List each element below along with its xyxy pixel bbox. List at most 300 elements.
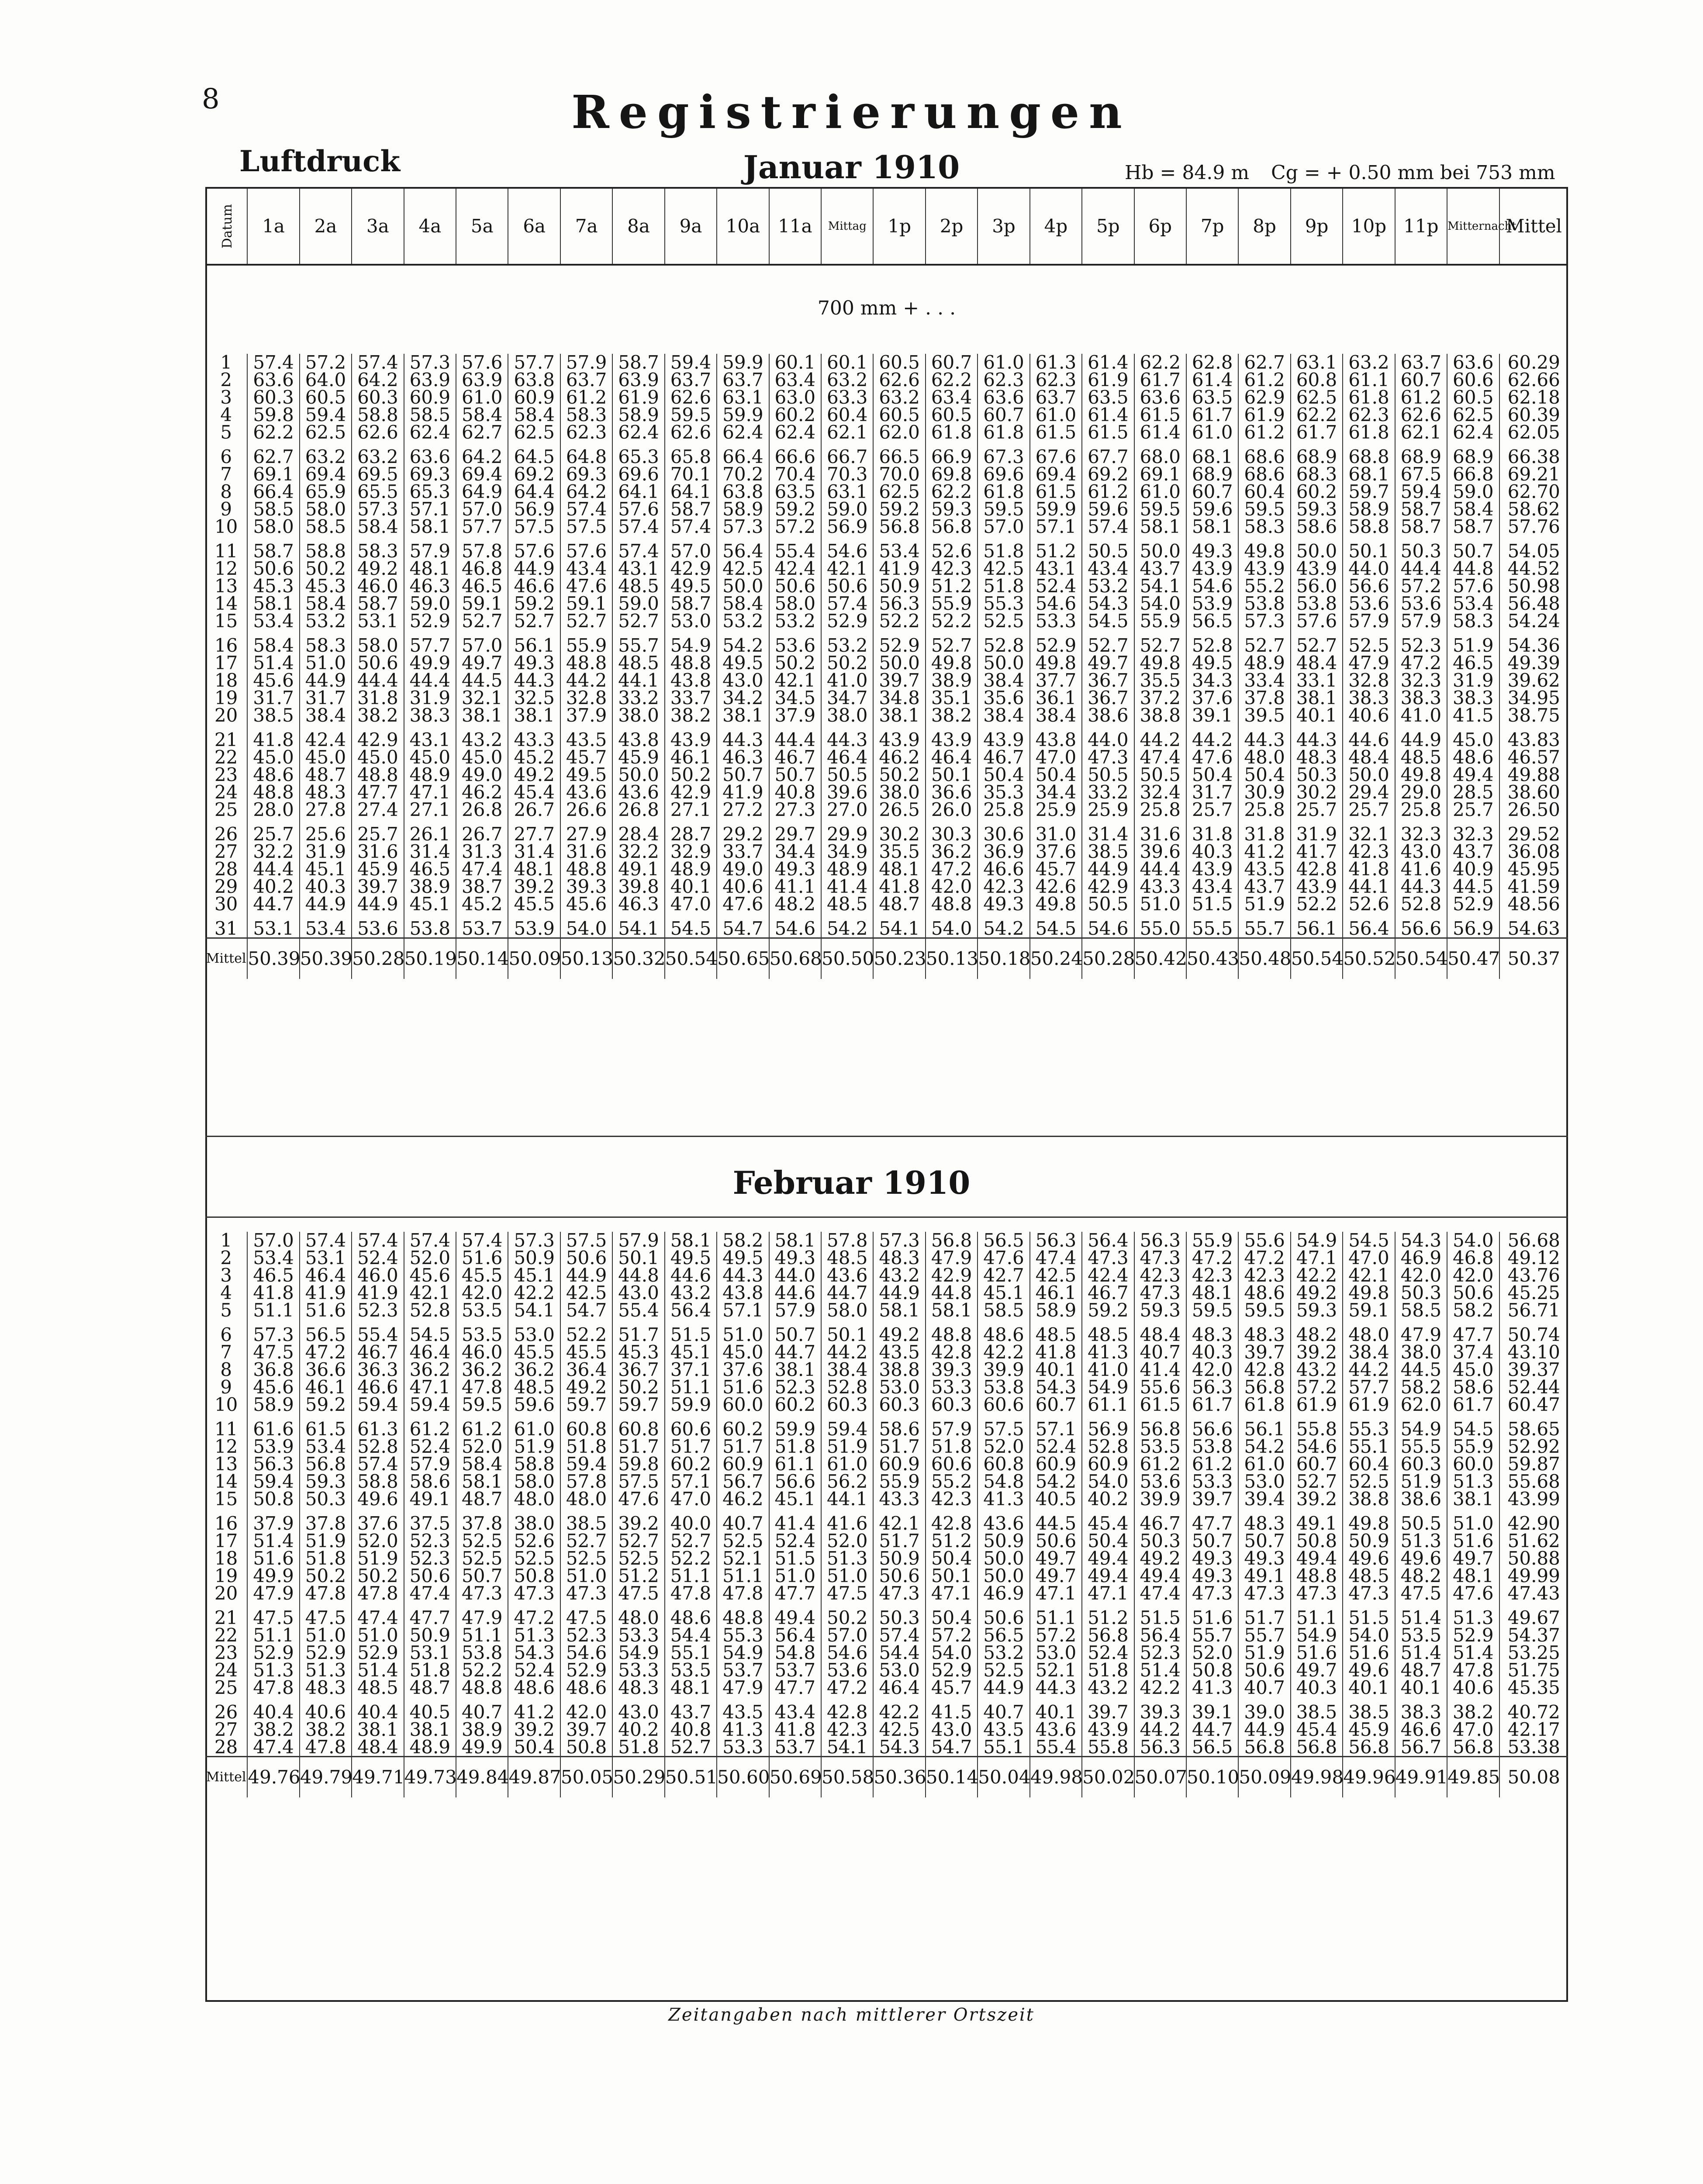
pressure-cell: 34.7 <box>821 689 873 707</box>
pressure-cell: 50.6 <box>1238 1662 1290 1679</box>
pressure-cell: 63.6 <box>404 448 456 466</box>
hourly-mean-cell: 50.51 <box>665 1757 717 1798</box>
pressure-cell: 57.2 <box>1030 1627 1082 1644</box>
pressure-cell: 47.4 <box>247 1738 299 1757</box>
pressure-cell: 58.1 <box>769 1232 821 1249</box>
pressure-cell: 50.0 <box>978 1567 1029 1585</box>
pressure-cell: 46.7 <box>978 749 1029 766</box>
pressure-cell: 55.9 <box>1186 1232 1238 1249</box>
pressure-cell: 47.7 <box>1186 1515 1238 1532</box>
pressure-cell: 57.9 <box>1395 612 1447 630</box>
pressure-cell: 57.6 <box>456 354 508 371</box>
pressure-cell: 39.1 <box>1186 1704 1238 1721</box>
pressure-cell: 57.1 <box>1030 1420 1082 1438</box>
pressure-cell: 50.6 <box>352 654 404 672</box>
hourly-mean-cell: 50.39 <box>300 938 352 979</box>
pressure-cell: 58.0 <box>821 1302 873 1319</box>
pressure-cell: 48.8 <box>665 654 717 672</box>
pressure-cell: 48.6 <box>978 1326 1029 1344</box>
pressure-cell: 47.3 <box>456 1585 508 1602</box>
pressure-cell: 61.0 <box>821 1455 873 1473</box>
pressure-cell: 51.8 <box>300 1550 352 1567</box>
pressure-cell: 45.0 <box>404 749 456 766</box>
pressure-cell: 60.4 <box>1343 1455 1395 1473</box>
daily-mean-cell: 43.83 <box>1499 731 1568 749</box>
pressure-cell: 53.3 <box>926 1379 978 1396</box>
pressure-cell: 61.9 <box>1082 371 1134 389</box>
pressure-cell: 42.2 <box>1291 1267 1343 1284</box>
pressure-cell: 42.6 <box>1030 878 1082 895</box>
pressure-cell: 57.8 <box>821 1232 873 1249</box>
pressure-cell: 41.2 <box>508 1704 560 1721</box>
daily-mean-cell: 42.90 <box>1499 1515 1568 1532</box>
daily-mean-cell: 56.68 <box>1499 1232 1568 1249</box>
pressure-cell: 46.4 <box>404 1344 456 1361</box>
pressure-cell: 52.0 <box>456 1438 508 1455</box>
pressure-cell: 69.6 <box>978 466 1029 483</box>
hourly-mean-cell: 50.18 <box>978 938 1029 979</box>
pressure-cell: 50.5 <box>1082 543 1134 560</box>
pressure-cell: 47.8 <box>1447 1662 1499 1679</box>
pressure-cell: 40.2 <box>612 1721 664 1738</box>
pressure-cell: 53.0 <box>873 1379 925 1396</box>
hourly-mean-cell: 50.36 <box>873 1757 925 1798</box>
hourly-mean-cell: 50.10 <box>1186 1757 1238 1798</box>
pressure-cell: 51.9 <box>300 1532 352 1550</box>
pressure-cell: 57.4 <box>612 543 664 560</box>
pressure-cell: 37.9 <box>560 707 612 724</box>
pressure-cell: 35.5 <box>1134 672 1186 689</box>
pressure-cell: 54.4 <box>665 1627 717 1644</box>
pressure-cell: 52.4 <box>1030 1438 1082 1455</box>
pressure-cell: 61.4 <box>1082 354 1134 371</box>
pressure-cell: 60.6 <box>926 1455 978 1473</box>
pressure-cell: 52.7 <box>1291 1473 1343 1490</box>
pressure-cell: 43.7 <box>1447 843 1499 860</box>
pressure-cell: 51.6 <box>1447 1532 1499 1550</box>
pressure-cell: 38.4 <box>1030 707 1082 724</box>
pressure-cell: 57.5 <box>978 1420 1029 1438</box>
pressure-cell: 42.3 <box>821 1721 873 1738</box>
pressure-cell: 31.6 <box>352 843 404 860</box>
date-cell: 3 <box>220 1265 232 1286</box>
pressure-cell: 45.0 <box>247 749 299 766</box>
hourly-mean-cell: 50.60 <box>717 1757 769 1798</box>
pressure-cell: 62.6 <box>665 424 717 441</box>
pressure-cell: 50.7 <box>1238 1532 1290 1550</box>
pressure-cell: 56.4 <box>665 1302 717 1319</box>
pressure-cell: 30.9 <box>1238 784 1290 801</box>
pressure-cell: 39.0 <box>1238 1704 1290 1721</box>
column-header: 7p <box>1186 189 1238 265</box>
pressure-cell: 63.6 <box>978 389 1029 406</box>
pressure-cell: 57.6 <box>560 543 612 560</box>
pressure-cell: 48.3 <box>612 1679 664 1697</box>
pressure-cell: 58.7 <box>665 595 717 612</box>
pressure-cell: 57.9 <box>404 543 456 560</box>
pressure-cell: 27.1 <box>665 801 717 819</box>
pressure-cell: 44.3 <box>508 672 560 689</box>
pressure-cell: 49.4 <box>1134 1567 1186 1585</box>
pressure-cell: 48.9 <box>404 1738 456 1757</box>
pressure-cell: 63.1 <box>1291 354 1343 371</box>
pressure-cell: 48.2 <box>1395 1567 1447 1585</box>
pressure-cell: 35.3 <box>978 784 1029 801</box>
pressure-cell: 47.5 <box>247 1344 299 1361</box>
pressure-cell: 41.8 <box>769 1721 821 1738</box>
pressure-cell: 48.5 <box>612 654 664 672</box>
pressure-cell: 44.9 <box>560 1267 612 1284</box>
pressure-cell: 43.9 <box>1291 560 1343 577</box>
pressure-cell: 53.8 <box>978 1379 1029 1396</box>
pressure-cell: 38.1 <box>352 1721 404 1738</box>
pressure-cell: 69.5 <box>352 466 404 483</box>
pressure-cell: 62.8 <box>1186 354 1238 371</box>
table-row <box>205 1490 1568 1508</box>
pressure-cell: 47.3 <box>1134 1284 1186 1302</box>
pressure-cell: 50.1 <box>1343 543 1395 560</box>
pressure-cell: 61.4 <box>1186 371 1238 389</box>
pressure-cell: 47.1 <box>404 784 456 801</box>
pressure-cell: 63.6 <box>1134 389 1186 406</box>
pressure-cell: 56.8 <box>873 518 925 536</box>
pressure-cell: 46.2 <box>873 749 925 766</box>
pressure-cell: 59.2 <box>769 501 821 518</box>
pressure-cell: 40.2 <box>247 878 299 895</box>
pressure-cell: 33.1 <box>1291 672 1343 689</box>
date-cell: 26 <box>214 823 238 845</box>
pressure-cell: 61.0 <box>508 1420 560 1438</box>
pressure-cell: 50.2 <box>821 654 873 672</box>
pressure-cell: 68.1 <box>1186 448 1238 466</box>
pressure-cell: 51.0 <box>1134 895 1186 913</box>
pressure-cell: 26.5 <box>873 801 925 819</box>
pressure-cell: 43.0 <box>926 1721 978 1738</box>
pressure-cell: 59.7 <box>1343 483 1395 501</box>
pressure-cell: 55.7 <box>1186 1627 1238 1644</box>
pressure-cell: 49.5 <box>717 1249 769 1267</box>
pressure-cell: 60.6 <box>978 1396 1029 1413</box>
daily-mean-cell: 60.39 <box>1499 406 1568 424</box>
pressure-cell: 58.1 <box>926 1302 978 1319</box>
hourly-mean-cell: 50.02 <box>1082 1757 1134 1798</box>
pressure-cell: 42.5 <box>978 560 1029 577</box>
pressure-cell: 59.1 <box>1343 1302 1395 1319</box>
pressure-cell: 25.7 <box>1343 801 1395 819</box>
pressure-cell: 46.7 <box>769 749 821 766</box>
pressure-cell: 59.6 <box>1082 501 1134 518</box>
pressure-cell: 40.2 <box>1082 1490 1134 1508</box>
pressure-cell: 50.8 <box>560 1738 612 1757</box>
pressure-cell: 40.7 <box>1134 1344 1186 1361</box>
pressure-cell: 43.4 <box>560 560 612 577</box>
pressure-cell: 51.8 <box>926 1438 978 1455</box>
pressure-cell: 51.1 <box>717 1567 769 1585</box>
pressure-cell: 54.9 <box>665 637 717 654</box>
pressure-cell: 53.4 <box>1447 595 1499 612</box>
pressure-cell: 47.5 <box>247 1609 299 1627</box>
pressure-cell: 49.9 <box>247 1567 299 1585</box>
pressure-cell: 54.9 <box>612 1644 664 1662</box>
pressure-cell: 63.8 <box>508 371 560 389</box>
pressure-cell: 65.3 <box>404 483 456 501</box>
pressure-cell: 31.4 <box>404 843 456 860</box>
pressure-cell: 43.9 <box>978 731 1029 749</box>
pressure-cell: 40.3 <box>1186 843 1238 860</box>
pressure-cell: 41.5 <box>926 1704 978 1721</box>
pressure-cell: 31.3 <box>456 843 508 860</box>
daily-mean-cell: 49.12 <box>1499 1249 1568 1267</box>
pressure-cell: 43.0 <box>612 1284 664 1302</box>
pressure-cell: 49.6 <box>352 1490 404 1508</box>
pressure-cell: 53.4 <box>247 612 299 630</box>
pressure-cell: 37.8 <box>456 1515 508 1532</box>
pressure-cell: 43.8 <box>612 731 664 749</box>
pressure-cell: 66.9 <box>926 448 978 466</box>
pressure-cell: 57.6 <box>508 543 560 560</box>
pressure-cell: 40.6 <box>717 878 769 895</box>
pressure-cell: 54.6 <box>560 1644 612 1662</box>
section-title: Luftdruck <box>239 144 401 178</box>
pressure-cell: 25.7 <box>247 826 299 843</box>
pressure-cell: 58.8 <box>352 406 404 424</box>
pressure-cell: 51.6 <box>1291 1644 1343 1662</box>
pressure-cell: 57.4 <box>665 518 717 536</box>
pressure-cell: 69.3 <box>560 466 612 483</box>
pressure-cell: 52.7 <box>1134 637 1186 654</box>
pressure-cell: 44.3 <box>1238 731 1290 749</box>
pressure-cell: 52.9 <box>926 1662 978 1679</box>
pressure-cell: 57.7 <box>456 518 508 536</box>
pressure-cell: 53.1 <box>300 1249 352 1267</box>
pressure-cell: 47.3 <box>1238 1585 1290 1602</box>
table-row <box>205 560 1568 577</box>
pressure-cell: 58.7 <box>247 543 299 560</box>
pressure-cell: 51.9 <box>508 1438 560 1455</box>
pressure-cell: 57.1 <box>665 1473 717 1490</box>
pressure-cell: 26.1 <box>404 826 456 843</box>
pressure-cell: 52.3 <box>1134 1644 1186 1662</box>
daily-mean-cell: 58.62 <box>1499 501 1568 518</box>
table-row <box>205 654 1568 672</box>
pressure-cell: 37.8 <box>300 1515 352 1532</box>
pressure-cell: 45.1 <box>665 1344 717 1361</box>
pressure-cell: 40.3 <box>1186 1344 1238 1361</box>
pressure-cell: 50.3 <box>1134 1532 1186 1550</box>
pressure-cell: 60.1 <box>821 354 873 371</box>
pressure-cell: 60.3 <box>1395 1455 1447 1473</box>
pressure-cell: 58.9 <box>717 501 769 518</box>
hourly-mean-cell: 50.13 <box>560 938 612 979</box>
table-row <box>205 749 1568 766</box>
pressure-cell: 58.7 <box>1395 518 1447 536</box>
pressure-cell: 53.3 <box>1030 612 1082 630</box>
hourly-mean-cell: 50.29 <box>612 1757 664 1798</box>
february-data <box>205 1232 1568 1797</box>
hourly-mean-cell: 50.47 <box>1447 938 1499 979</box>
pressure-cell: 61.0 <box>1134 483 1186 501</box>
daily-mean-cell: 54.36 <box>1499 637 1568 654</box>
pressure-cell: 51.0 <box>769 1567 821 1585</box>
table-row <box>205 895 1568 913</box>
table-row <box>205 1326 1568 1344</box>
pressure-cell: 51.9 <box>352 1550 404 1567</box>
pressure-cell: 47.2 <box>300 1344 352 1361</box>
date-cell: 24 <box>214 1659 238 1681</box>
pressure-cell: 45.4 <box>1082 1515 1134 1532</box>
pressure-cell: 50.3 <box>1395 543 1447 560</box>
pressure-cell: 48.2 <box>1291 1326 1343 1344</box>
pressure-cell: 43.1 <box>612 560 664 577</box>
pressure-cell: 53.7 <box>717 1662 769 1679</box>
pressure-cell: 43.9 <box>1238 560 1290 577</box>
pressure-cell: 25.7 <box>1186 801 1238 819</box>
pressure-cell: 43.4 <box>1186 878 1238 895</box>
pressure-cell: 52.5 <box>456 1532 508 1550</box>
pressure-cell: 52.2 <box>665 1550 717 1567</box>
pressure-cell: 61.0 <box>1186 424 1238 441</box>
pressure-cell: 59.3 <box>1291 501 1343 518</box>
pressure-cell: 48.3 <box>300 784 352 801</box>
pressure-cell: 49.0 <box>717 860 769 878</box>
daily-mean-cell: 45.95 <box>1499 860 1568 878</box>
table-row <box>205 826 1568 843</box>
pressure-cell: 52.7 <box>612 612 664 630</box>
date-cell: 14 <box>214 593 238 614</box>
pressure-cell: 48.3 <box>1238 1515 1290 1532</box>
pressure-cell: 49.5 <box>1186 654 1238 672</box>
pressure-cell: 60.1 <box>769 354 821 371</box>
pressure-cell: 43.4 <box>769 1704 821 1721</box>
pressure-cell: 66.7 <box>821 448 873 466</box>
column-header: 8a <box>612 189 664 265</box>
pressure-cell: 53.9 <box>508 920 560 938</box>
pressure-cell: 44.0 <box>1343 560 1395 577</box>
hourly-mean-cell: 50.54 <box>1291 938 1343 979</box>
pressure-cell: 53.8 <box>1238 595 1290 612</box>
pressure-cell: 45.1 <box>978 1284 1029 1302</box>
table-row <box>205 1567 1568 1585</box>
pressure-cell: 48.8 <box>352 766 404 784</box>
pressure-cell: 50.2 <box>612 1379 664 1396</box>
pressure-cell: 47.9 <box>926 1249 978 1267</box>
pressure-cell: 48.6 <box>560 1679 612 1697</box>
pressure-cell: 43.3 <box>508 731 560 749</box>
pressure-cell: 48.5 <box>821 1249 873 1267</box>
pressure-cell: 51.3 <box>821 1550 873 1567</box>
pressure-cell: 50.6 <box>1030 1532 1082 1550</box>
pressure-cell: 58.2 <box>1395 1379 1447 1396</box>
pressure-cell: 56.3 <box>1030 1232 1082 1249</box>
pressure-cell: 52.3 <box>1395 637 1447 654</box>
pressure-cell: 55.7 <box>612 637 664 654</box>
pressure-cell: 57.3 <box>717 518 769 536</box>
pressure-cell: 46.4 <box>873 1679 925 1697</box>
date-cell: 22 <box>214 1624 238 1646</box>
pressure-cell: 57.4 <box>352 354 404 371</box>
pressure-cell: 50.4 <box>508 1738 560 1757</box>
date-cell: 18 <box>214 1548 238 1569</box>
date-cell: 19 <box>214 1565 238 1586</box>
pressure-cell: 60.7 <box>1395 371 1447 389</box>
pressure-cell: 69.3 <box>404 466 456 483</box>
pressure-cell: 46.5 <box>247 1267 299 1284</box>
pressure-cell: 53.2 <box>717 612 769 630</box>
pressure-cell: 38.4 <box>978 707 1029 724</box>
pressure-cell: 43.2 <box>1291 1361 1343 1379</box>
pressure-cell: 60.2 <box>769 1396 821 1413</box>
pressure-cell: 44.6 <box>1343 731 1395 749</box>
pressure-cell: 42.1 <box>769 672 821 689</box>
pressure-cell: 45.0 <box>456 749 508 766</box>
pressure-cell: 47.9 <box>247 1585 299 1602</box>
mean-label: Mittel <box>205 938 247 979</box>
pressure-cell: 51.8 <box>612 1738 664 1757</box>
pressure-cell: 53.5 <box>1395 1627 1447 1644</box>
pressure-cell: 47.2 <box>821 1679 873 1697</box>
pressure-cell: 58.5 <box>1395 1302 1447 1319</box>
pressure-cell: 60.5 <box>873 354 925 371</box>
pressure-cell: 31.4 <box>1082 826 1134 843</box>
pressure-cell: 50.8 <box>1186 1662 1238 1679</box>
pressure-cell: 52.8 <box>1395 895 1447 913</box>
pressure-cell: 56.1 <box>1238 1420 1290 1438</box>
pressure-cell: 56.4 <box>1134 1627 1186 1644</box>
pressure-cell: 40.9 <box>1447 860 1499 878</box>
daily-mean-cell: 49.67 <box>1499 1609 1568 1627</box>
pressure-cell: 47.4 <box>1134 749 1186 766</box>
pressure-cell: 47.1 <box>1082 1585 1134 1602</box>
pressure-cell: 33.7 <box>665 689 717 707</box>
pressure-cell: 52.9 <box>1030 637 1082 654</box>
pressure-cell: 51.8 <box>404 1662 456 1679</box>
pressure-cell: 51.1 <box>1030 1609 1082 1627</box>
pressure-cell: 49.4 <box>1082 1550 1134 1567</box>
pressure-cell: 53.4 <box>300 1438 352 1455</box>
pressure-cell: 51.0 <box>1447 1515 1499 1532</box>
date-cell: 8 <box>220 481 232 502</box>
pressure-cell: 42.4 <box>1082 1267 1134 1284</box>
pressure-cell: 51.1 <box>456 1627 508 1644</box>
pressure-cell: 41.3 <box>1186 1679 1238 1697</box>
pressure-cell: 39.7 <box>873 672 925 689</box>
pressure-cell: 40.1 <box>665 878 717 895</box>
pressure-cell: 47.4 <box>404 1585 456 1602</box>
pressure-cell: 55.4 <box>612 1302 664 1319</box>
pressure-cell: 58.3 <box>560 406 612 424</box>
pressure-cell: 59.4 <box>247 1473 299 1490</box>
pressure-cell: 51.0 <box>300 1627 352 1644</box>
pressure-cell: 61.0 <box>1030 406 1082 424</box>
pressure-cell: 60.0 <box>717 1396 769 1413</box>
pressure-cell: 58.3 <box>1447 612 1499 630</box>
pressure-cell: 59.9 <box>717 406 769 424</box>
table-row <box>205 672 1568 689</box>
pressure-cell: 52.8 <box>1082 1438 1134 1455</box>
pressure-cell: 49.8 <box>1238 543 1290 560</box>
pressure-cell: 47.5 <box>821 1585 873 1602</box>
pressure-cell: 52.7 <box>1291 637 1343 654</box>
pressure-cell: 56.8 <box>1238 1379 1290 1396</box>
pressure-cell: 47.6 <box>978 1249 1029 1267</box>
pressure-cell: 53.8 <box>1186 1438 1238 1455</box>
pressure-cell: 29.0 <box>1395 784 1447 801</box>
pressure-cell: 47.8 <box>352 1585 404 1602</box>
pressure-cell: 52.3 <box>404 1532 456 1550</box>
pressure-cell: 51.2 <box>1030 543 1082 560</box>
date-cell: 10 <box>214 516 238 537</box>
pressure-cell: 54.5 <box>1447 1420 1499 1438</box>
